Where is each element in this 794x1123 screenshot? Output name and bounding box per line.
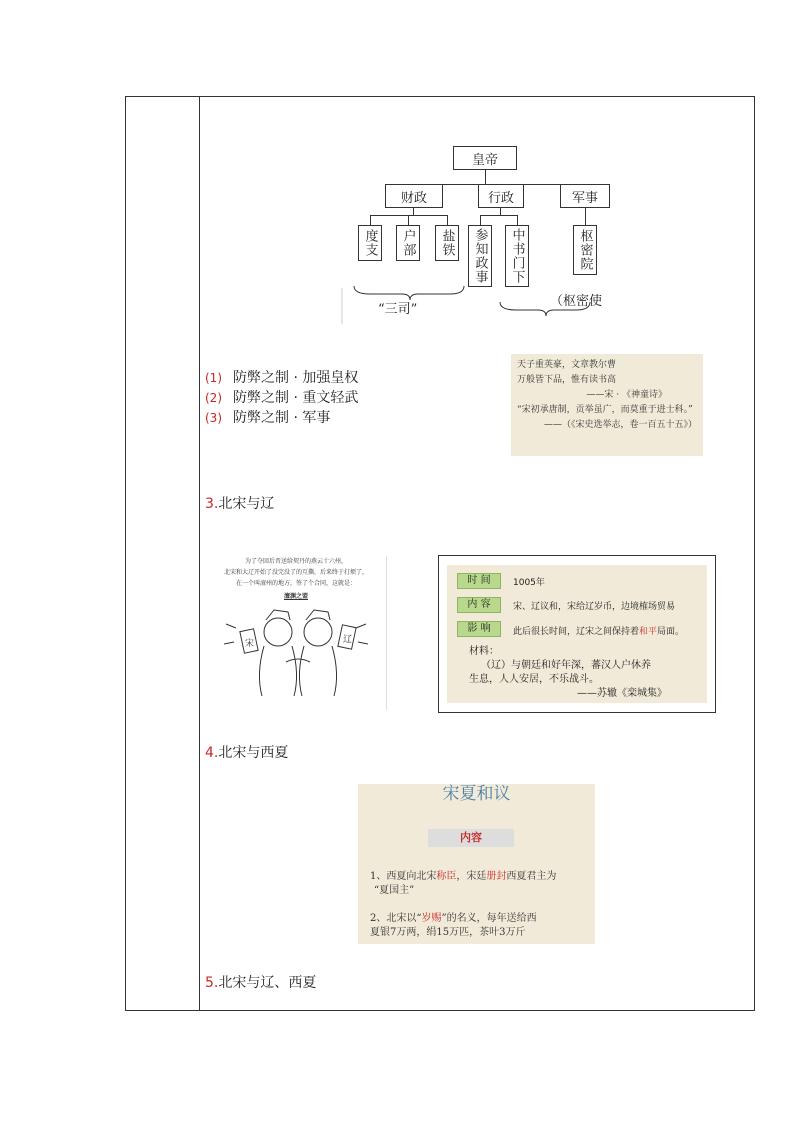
section-heading: 5.北宋与辽、西夏 (205, 975, 317, 991)
emperor-box: 皇帝 (453, 146, 517, 170)
content-tag: 内 容 (457, 597, 501, 613)
section-heading: 3.北宋与辽 (205, 496, 275, 512)
impact-tag: 影 响 (457, 621, 501, 637)
treaty-title: 宋夏和议 (442, 784, 511, 804)
quote-card: 天子重英豪，文章教尔曹 万般皆下品，惟有读书高 ——宋 · 《神童诗》 “宋初承唐制，贡举虽广，而莫重于进士科。” ——（《宋史选举志，卷一百五十五》） (511, 354, 703, 456)
list-item: (1) 防弊之制 · 加强皇权 (205, 370, 359, 386)
treaty-point-2: 2、北宋以“岁赐”的名义，每年送给西 夏银7万两，绢15万匹，茶叶3万斤 (370, 913, 537, 938)
list-item: (3) 防弊之制 · 军事 (205, 410, 331, 426)
military-box: 军事 (560, 184, 610, 208)
treaty-point-1: 1、西夏向北宋称臣，宋廷册封西夏君主为 “夏国主” (370, 871, 557, 896)
info-panel (447, 565, 707, 703)
song-label: 宋 (245, 639, 255, 649)
material-quote: 材料： （辽）与朝廷和好年深，蕃汉人户休养 生息，人人安居，不乐战斗。 ——苏辙《栾城集》 (469, 646, 667, 699)
content-value: 宋、辽议和，宋给辽岁币，边境榷场贸易 (513, 602, 676, 612)
hubu-box: 户部 (396, 225, 420, 261)
time-tag: 时 间 (457, 573, 501, 589)
time-value: 1005年 (513, 578, 545, 588)
canzhi-box: 参知政事 (468, 225, 492, 287)
measures-list (205, 368, 358, 428)
org-chart (340, 138, 610, 324)
shumi-box: 枢密院 (573, 225, 597, 275)
shumishi-label: （枢密使 (550, 294, 603, 309)
yantie-box: 盐铁 (435, 225, 459, 261)
section-heading: 4.北宋与西夏 (205, 745, 289, 761)
admin-box: 行政 (478, 184, 524, 208)
liao-label: 辽 (343, 635, 353, 645)
treaty-subtitle: 内容 (428, 829, 514, 847)
sansi-label: “三司” (378, 302, 418, 317)
treaty-info-box (438, 555, 716, 713)
impact-value: 此后很长时间，辽宋之间保持着和平局面。 (513, 627, 685, 637)
zhongshu-box: 中书门下 (505, 225, 529, 287)
list-item: (2) 防弊之制 · 重文轻武 (205, 390, 359, 406)
finance-box: 财政 (385, 184, 443, 208)
cartoon-illustration: 为了夺回后晋送给契丹的燕云十六州， 北宋和大辽开始了没完没了的互撕，后来终于打烦了， 在一个叫澶州的地方，签了个合同，这就是： 澶渊之盟 宋 辽 (206, 556, 387, 710)
handshake-drawing (216, 604, 376, 698)
duzhi-box: 度支 (358, 225, 382, 261)
column-divider (199, 97, 200, 1010)
song-xia-treaty-card (358, 784, 595, 944)
